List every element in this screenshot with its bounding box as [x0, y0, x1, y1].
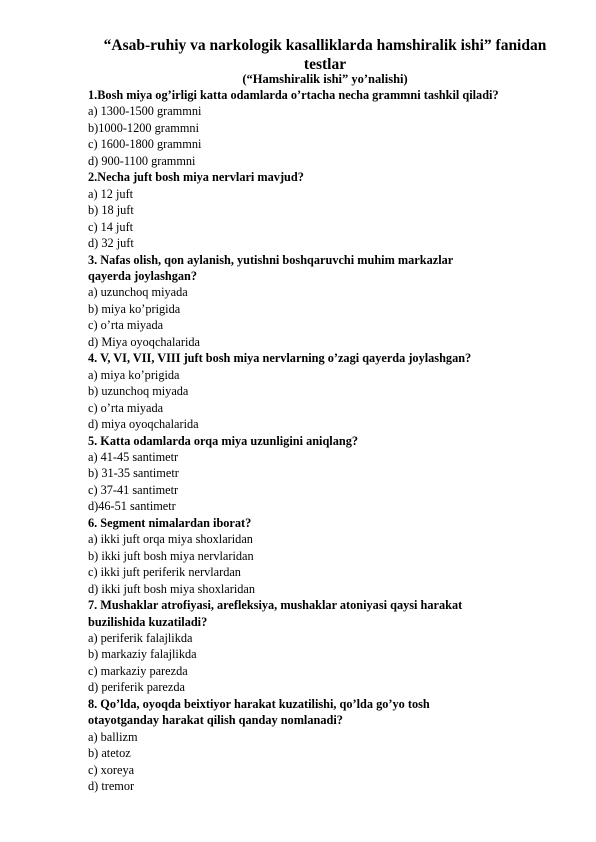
- question-text: 5. Katta odamlarda orqa miya uzunligini aniqlang?: [88, 433, 359, 448]
- answer-option: a) ikki juft orqa miya shoxlaridan: [88, 532, 253, 547]
- title-line-2: testlar: [303, 56, 347, 73]
- question-text: 2.Necha juft bosh miya nervlari mavjud?: [88, 170, 304, 185]
- document-title: [60, 36, 590, 74]
- answer-option: d)46-51 santimetr: [88, 499, 176, 514]
- answer-option: c) 37-41 santimetr: [88, 482, 179, 497]
- question-block: [88, 597, 588, 696]
- answer-option: d) ikki juft bosh miya shoxlaridan: [88, 581, 256, 596]
- question-block: [88, 87, 588, 169]
- question-block: [88, 350, 588, 432]
- question-text: buzilishida kuzatiladi?: [88, 614, 208, 629]
- question-text: qayerda joylashgan?: [88, 268, 197, 283]
- answer-option: b)1000-1200 grammni: [88, 120, 199, 135]
- answer-option: a) 41-45 santimetr: [88, 449, 179, 464]
- question-text: 1.Bosh miya og’irligi katta odamlarda o’rtacha necha grammni tashkil qiladi?: [88, 88, 499, 102]
- answer-option: d) 32 juft: [88, 236, 134, 251]
- answer-option: c) xoreya: [88, 762, 135, 777]
- answer-option: c) 14 juft: [88, 219, 134, 234]
- question-text: 7. Mushaklar atrofiyasi, arefleksiya, mushaklar atoniyasi qaysi harakat: [88, 598, 463, 613]
- answer-option: b) atetoz: [88, 746, 131, 761]
- answer-option: b) 18 juft: [88, 203, 134, 218]
- answer-option: b) markaziy falajlikda: [88, 647, 197, 662]
- question-text: 6. Segment nimalardan iborat?: [88, 515, 252, 530]
- answer-option: c) markaziy parezda: [88, 663, 188, 678]
- question-text: 3. Nafas olish, qon aylanish, yutishni boshqaruvchi muhim markazlar: [88, 252, 454, 267]
- question-block: [88, 169, 588, 251]
- answer-option: d) miya oyoqchalarida: [88, 417, 199, 432]
- answer-option: a) uzunchoq miyada: [88, 285, 188, 300]
- answer-option: a) 1300-1500 grammni: [88, 104, 202, 119]
- answer-option: d) Miya oyoqchalarida: [88, 334, 200, 349]
- answer-option: a) miya ko’prigida: [88, 367, 180, 382]
- answer-option: a) 12 juft: [88, 186, 134, 201]
- question-text: 4. V, VI, VII, VIII juft bosh miya nervlarning o’zagi qayerda joylashgan?: [88, 351, 472, 366]
- answer-option: d) periferik parezda: [88, 680, 185, 695]
- question-block: [88, 515, 588, 597]
- question-text: 8. Qo’lda, oyoqda beixtiyor harakat kuzatilishi, qo’lda go’yo tosh: [88, 696, 430, 711]
- question-list: [88, 87, 588, 794]
- answer-option: c) o’rta miyada: [88, 318, 164, 333]
- answer-option: b) 31-35 santimetr: [88, 466, 179, 481]
- question-block: [88, 252, 588, 351]
- answer-option: b) uzunchoq miyada: [88, 384, 189, 399]
- answer-option: b) miya ko’prigida: [88, 301, 181, 316]
- answer-option: d) 900-1100 grammni: [88, 153, 196, 168]
- answer-option: d) tremor: [88, 779, 135, 794]
- question-block: [88, 433, 588, 515]
- answer-option: a) ballizm: [88, 729, 138, 744]
- question-text: otayotganday harakat qilish qanday nomlanadi?: [88, 713, 343, 728]
- answer-option: b) ikki juft bosh miya nervlaridan: [88, 548, 254, 563]
- answer-option: c) ikki juft periferik nervlardan: [88, 565, 241, 580]
- question-block: [88, 696, 588, 795]
- title-line-1: “Asab-ruhiy va narkologik kasalliklarda hamshiralik ishi” fanidan: [103, 37, 547, 54]
- answer-option: c) o’rta miyada: [88, 400, 164, 415]
- answer-option: c) 1600-1800 grammni: [88, 137, 202, 152]
- answer-option: a) periferik falajlikda: [88, 630, 193, 645]
- document-subtitle: (“Hamshiralik ishi” yo’nalishi): [242, 72, 408, 86]
